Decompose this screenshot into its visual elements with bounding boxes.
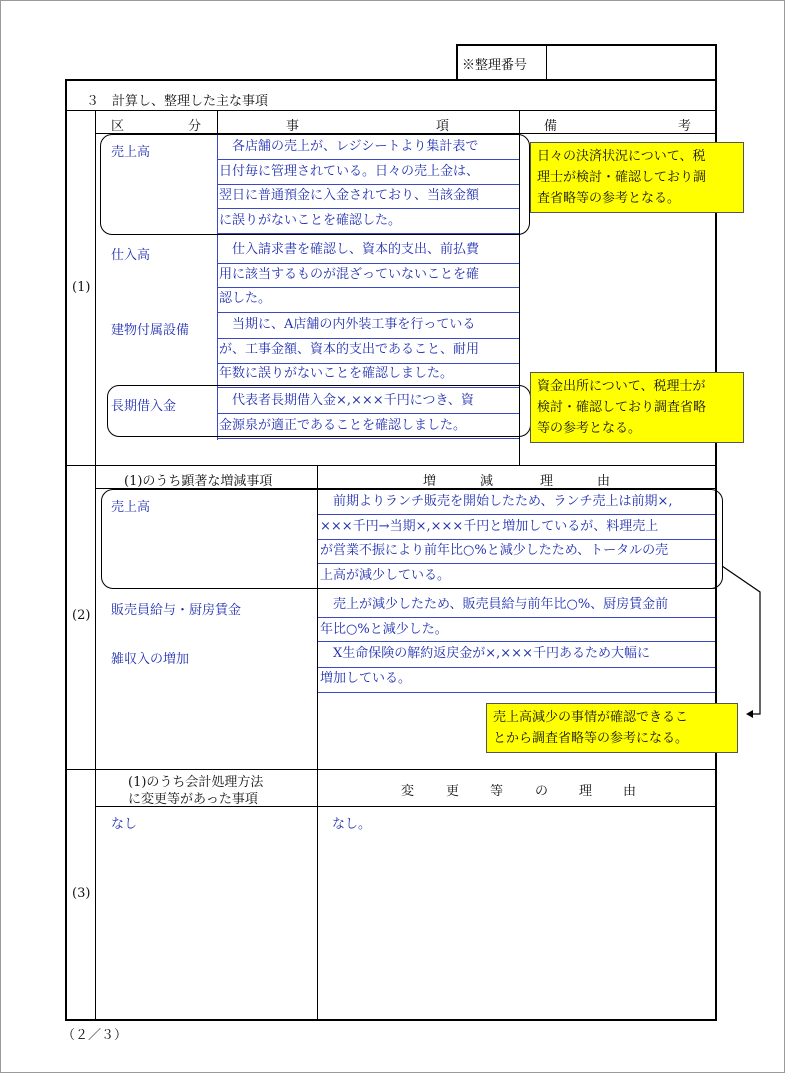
page-number: （２／３）: [62, 1028, 128, 1043]
table2-item-kubun: 販売員給与・厨房賃金: [111, 603, 242, 618]
connector-arrow-icon: [720, 560, 770, 720]
table3-divider: [317, 769, 318, 1020]
table3-col-jikou-1: (1)のうち会計処理方法: [128, 775, 264, 790]
table1-row-label: (1): [72, 280, 91, 295]
table1-col-bikou-2: 考: [678, 119, 692, 134]
table1-col-bikou-1: 備: [544, 119, 558, 134]
note-fund-source: 資金出所について、税理士が 検討・確認しており調査省略 等の参考となる。: [530, 372, 744, 443]
main-top-border: [65, 79, 717, 81]
table2-item-text: X生命保険の解約返戻金が×,×××千円あるため大幅に 増加している。: [320, 646, 650, 686]
table2-col-riyuu-1: 増: [423, 474, 437, 489]
section-title-divider: [65, 110, 717, 111]
highlight-box-uriage: [100, 134, 530, 235]
seiri-box-right: [715, 44, 717, 80]
main-bottom-border: [65, 1019, 717, 1021]
table1-col-jikou-1: 事: [286, 119, 300, 134]
table2-col-jikou: (1)のうち顕著な増減事項: [124, 474, 273, 489]
table2-item-text: 前期よりランチ販売を開始したため、ランチ売上は前期×, ×××千円→当期×,×××千円と増加しているが、料理売上 が営業不振により前年比○%と減少したため、トータルの売 上高が減少している。: [320, 494, 673, 583]
blue-rule: [217, 438, 519, 439]
table3-reason: なし。: [332, 817, 372, 832]
table1-item-text: 各店舗の売上が、レジシートより集計表で 日付毎に管理されている。日々の売上金は、 翌日に普通預金に入金されており、当該金額 に誤りがないことを確認した。: [219, 139, 480, 228]
table1-item-text: 当期に、A店舗の内外装工事を行っている が、工事金額、資本的支出であること、耐用 年数に誤りがないことを確認しました。: [219, 317, 480, 381]
table1-col-jikou-2: 項: [436, 119, 450, 134]
table2-col-riyuu-4: 由: [597, 474, 611, 489]
table2-col-riyuu-3: 理: [540, 474, 554, 489]
table2-item-text: 売上が減少したため、販売員給与前年比○%、厨房賃金前 年比○%と減少した。: [320, 597, 669, 637]
table3-col-riyuu-1: 変: [401, 784, 415, 799]
highlight-box-chouki: [107, 385, 531, 437]
table2-col-riyuu-2: 減: [480, 474, 494, 489]
section2-top-line: [65, 465, 717, 466]
blue-rule: [318, 692, 715, 693]
table2-item-kubun: 売上高: [111, 500, 151, 515]
table3-row-label: (3): [72, 886, 91, 901]
seiri-box-divider: [546, 46, 547, 79]
table3-col-riyuu-3: 等: [490, 784, 504, 799]
highlight-box-uriage-2: [101, 489, 723, 589]
main-left-border: [65, 79, 67, 1021]
table1-item-text: 仕入請求書を確認し、資本的支出、前払費 用に該当するものが混ざっていないことを確 認した。: [219, 242, 480, 306]
table1-item-text: 代表者長期借入金×,×××千円につき、資 金源泉が適正であることを確認しました。: [219, 393, 474, 433]
table3-col-riyuu-2: 更: [446, 784, 460, 799]
seiri-box-left: [456, 44, 458, 80]
table1-item-kubun: 建物付属設備: [111, 323, 190, 338]
seiri-label: ※整理番号: [462, 58, 528, 73]
table1-col-kubun-1: 区: [111, 119, 125, 134]
table2-row-label: (2): [72, 608, 91, 623]
table3-col-riyuu-4: の: [535, 784, 549, 799]
note-daily-settlement: 日々の決済状況について、税 理士が検討・確認しており調 査省略等の参考となる。: [530, 142, 744, 213]
table3-col-riyuu-5: 理: [579, 784, 593, 799]
table1-item-kubun: 仕入高: [111, 248, 151, 263]
section3-top-line: [65, 769, 717, 770]
row-label-column-line: [95, 110, 96, 1020]
seiri-box-top: [456, 44, 717, 46]
table3-col-jikou-2: に変更等があった事項: [128, 792, 258, 807]
table2-item-kubun: 雑収入の増加: [111, 652, 190, 667]
table1-item-kubun: 売上高: [111, 145, 151, 160]
note-sales-decrease: 売上高減少の事情が確認できるこ とから調査省略等の参考になる。: [486, 703, 738, 753]
table1-item-kubun: 長期借入金: [111, 399, 177, 414]
table3-kubun: なし: [111, 817, 138, 832]
table1-col-kubun-2: 分: [188, 119, 202, 134]
table1-header-divider-1: [217, 110, 218, 133]
table3-col-riyuu-6: 由: [623, 784, 637, 799]
section-title: ３ 計算し、整理した主な事項: [86, 94, 269, 109]
